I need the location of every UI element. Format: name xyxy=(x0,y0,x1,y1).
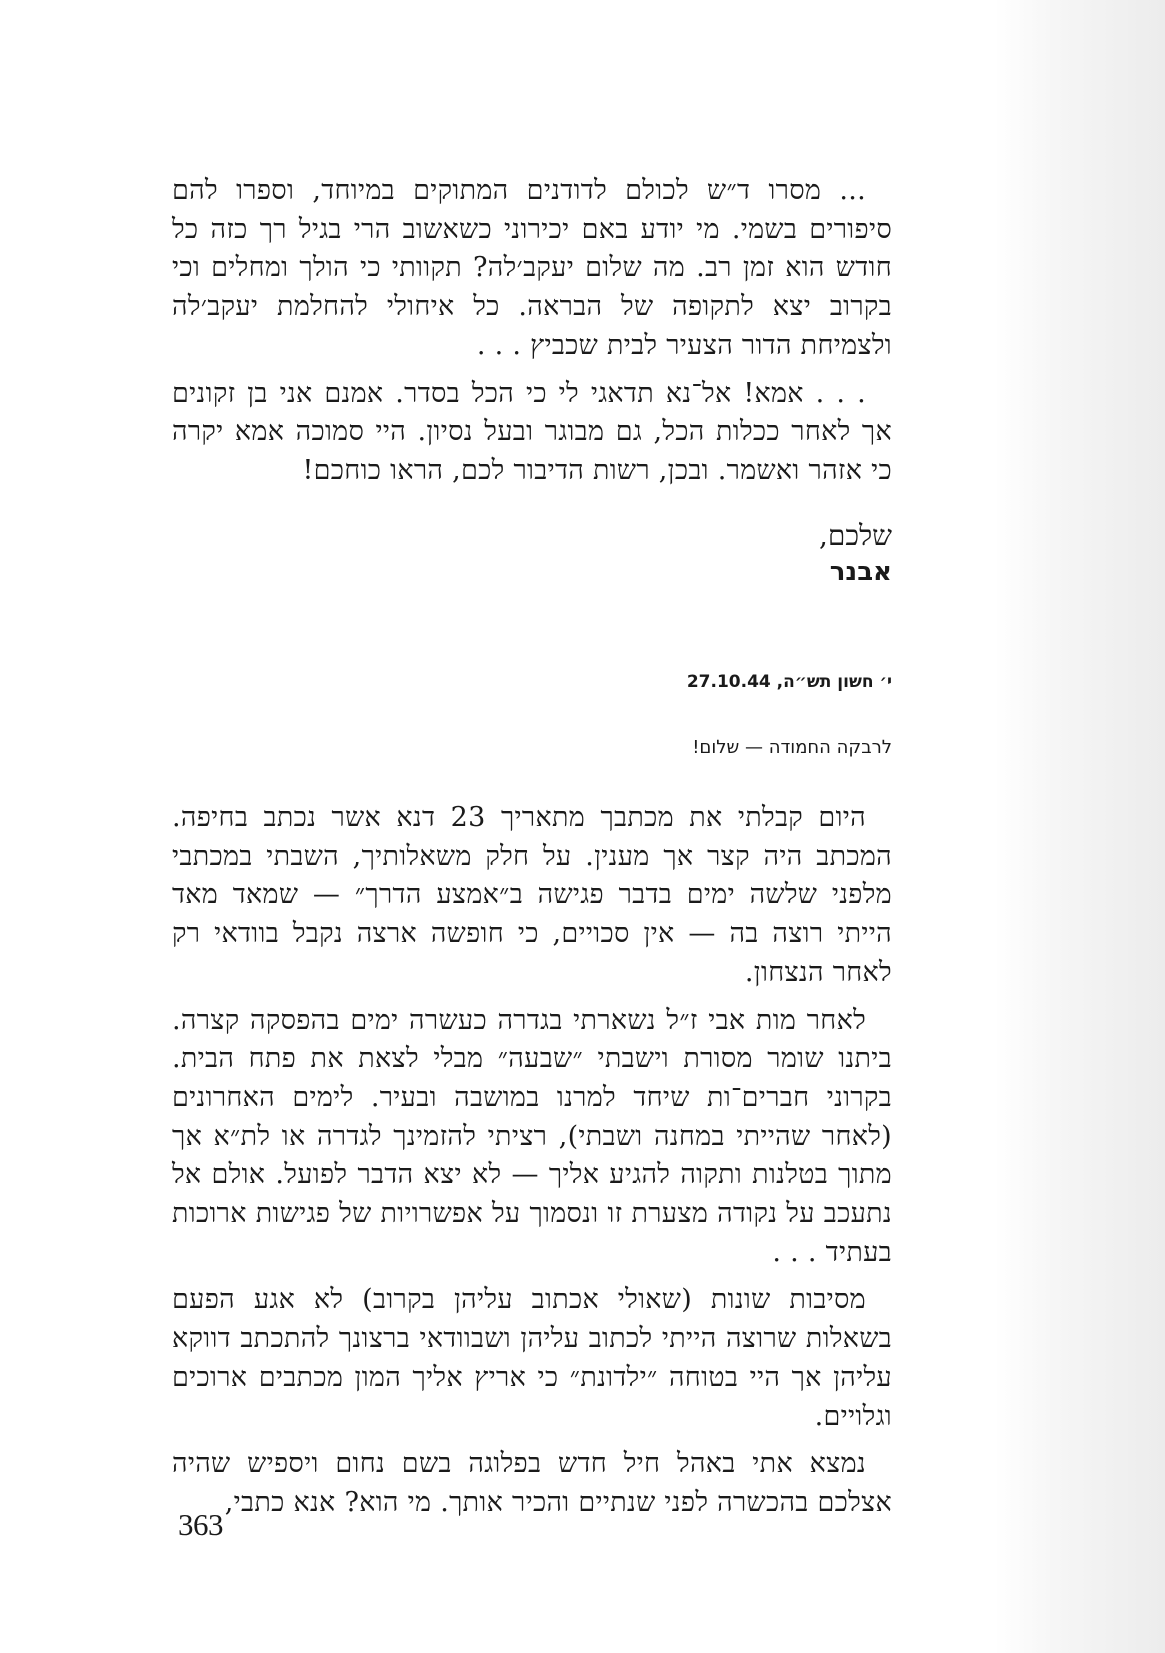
paragraph: . . . אמא! אל־נא תדאגי לי כי הכל בסדר. אמנם אני בן זקונים אך לאחר ככלות הכל, גם מבוגר ובעל נסיון. היי סמוכה אמא יקרה כי אזהר ואשמר. ובכן, רשות הדיבור לכם, הראו כוחכם! xyxy=(172,377,892,486)
paragraph: היום קבלתי את מכתבך מתאריך 23 דנא אשר נכתב בחיפה. המכתב היה קצר אך מענין. על חלק משאלותיך, השבתי במכתבי מלפני שלשה ימים בדבר פגישה ב״אמצע הדרך״ — שמאד מאד הייתי רוצה בה — אין סכויים, כי חופשה ארצה נקבל בוודאי רק לאחר הנצחון. xyxy=(172,802,892,988)
paragraph: לאחר מות אבי ז״ל נשארתי בגדרה כעשרה ימים בהפסקה קצרה. ביתנו שומר מסורת וישבתי ״שבעה״ מבלי לצאת את פתח הבית. בקרוני חברים־ות שיחד למרנו במושבה ובעיר. לימים האחרונים (לאחר שהייתי במחנה ושבתי), רציתי להזמינך לגדרה או לת״א אך מתוך בטלנות ותקוה להגיע אליך — לא יצא הדבר לפועל. אולם אל נתעכב על נקודה מצערת זו ונסמוך על אפשרויות של פגישות ארוכות בעתיד . . . xyxy=(172,1004,892,1268)
paragraph: נמצא אתי באהל חיל חדש בפלוגה בשם נחום ויספיש שהיה אצלכם בהכשרה לפני שנתיים והכיר אותך. מי הוא? אנא כתבי, xyxy=(172,1448,892,1518)
signature: אבנר xyxy=(829,557,892,587)
closing-line: שלכם, xyxy=(819,519,892,552)
previous-letter-body xyxy=(172,172,892,491)
letter-body xyxy=(172,799,892,1523)
page-number: 363 xyxy=(178,1507,223,1542)
letter-date: י׳ חשון תש״ה, 27.10.44 xyxy=(686,672,892,692)
paragraph: מסיבות שונות (שאולי אכתוב עליהן בקרוב) לא אגע הפעם בשאלות שרוצה הייתי לכתוב עליהן ושבוודאי ברצונך להתכתב דווקא עליהן אך היי בטוחה ״ילדונת״ כי אריץ אליך המון מכתבים ארוכים וגלויים. xyxy=(172,1284,892,1432)
paragraph: ... מסרו ד״ש לכולם לדודנים המתוקים במיוחד, וספרו להם סיפורים בשמי. מי יודע באם יכירוני כשאשוב הרי בגיל רך כזה כל חודש הוא זמן רב. מה שלום יעקב׳לה? תקוותי כי הולך ומחלים וכי בקרוב יצא לתקופה של הבראה. כל איחולי להחלמת יעקב׳לה ולצמיחת הדור הצעיר לבית שכביץ . . . xyxy=(172,175,892,361)
letter-closing xyxy=(172,518,892,590)
salutation: לרבקה החמודה — שלום! xyxy=(692,737,892,758)
